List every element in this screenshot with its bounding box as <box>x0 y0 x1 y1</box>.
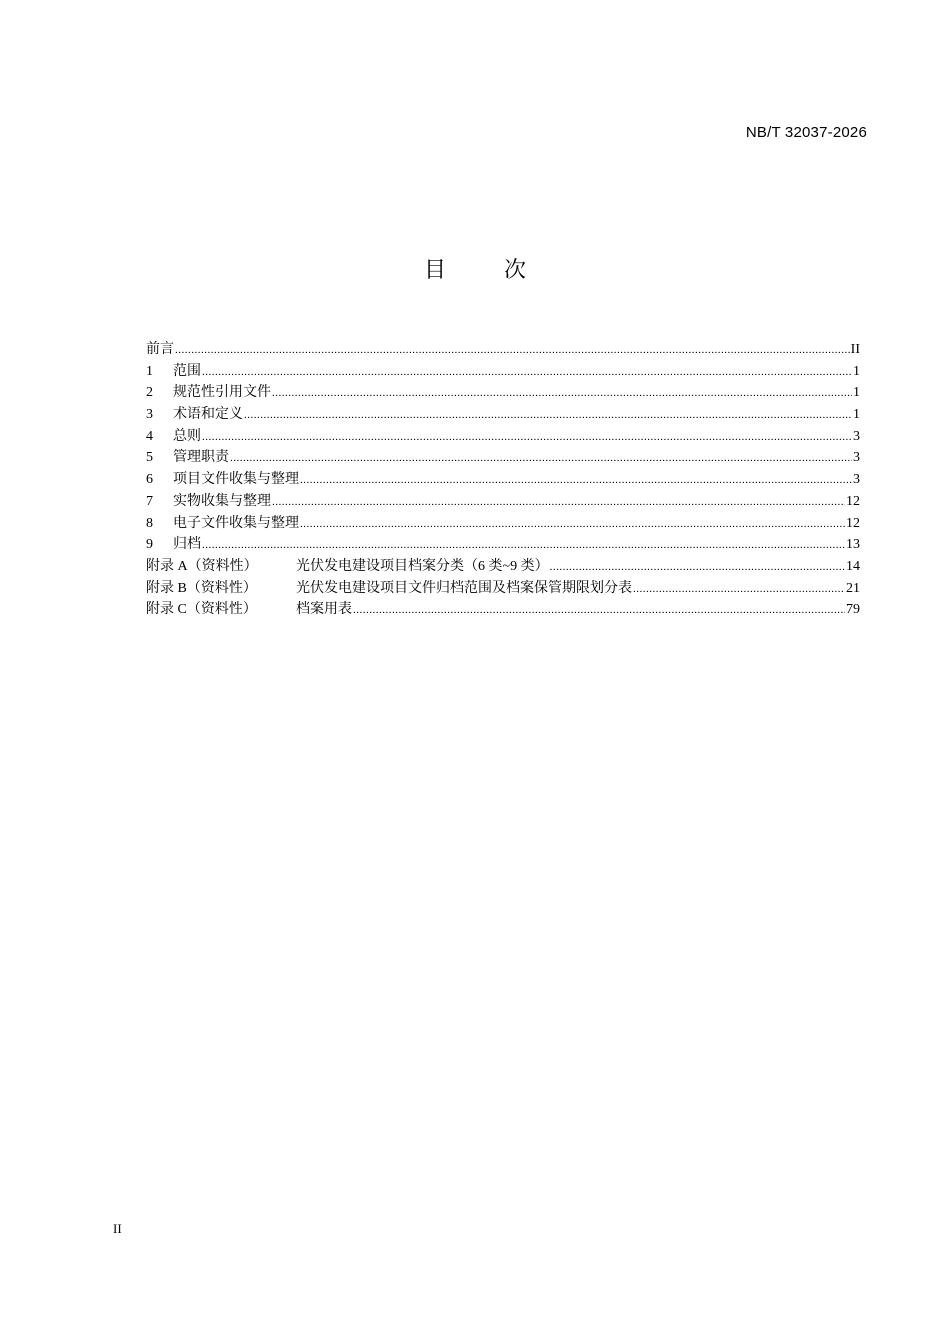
toc-entry-number: 4 <box>146 428 153 444</box>
toc-entry-label: 电子文件收集与整理 <box>173 515 299 531</box>
toc-entry-label: 光伏发电建设项目档案分类（6 类~9 类） <box>296 558 549 574</box>
toc-entry-number: 1 <box>146 363 153 379</box>
toc-appendix-prefix: 附录 C（资料性） <box>146 602 257 618</box>
toc-entry-page: II <box>850 342 860 357</box>
toc-entry-label: 前言 <box>146 342 174 357</box>
toc-entry-number: 9 <box>146 537 153 553</box>
toc-entry-page: 13 <box>846 537 860 553</box>
toc-entry-6[interactable] <box>146 469 860 491</box>
toc-entry-number: 5 <box>146 450 153 466</box>
page-title-char-1: 目 <box>423 258 446 283</box>
toc-entry-page: 1 <box>853 363 860 379</box>
toc-dot-leader <box>300 514 845 536</box>
toc-dot-leader <box>202 427 852 449</box>
toc-dot-leader <box>550 557 845 579</box>
toc-entry-label: 档案用表 <box>296 602 352 618</box>
page-title <box>0 253 950 284</box>
toc-entry-page: 79 <box>846 602 860 618</box>
toc-entry-3[interactable] <box>146 404 860 426</box>
toc-dot-leader <box>202 362 852 384</box>
toc-entry-page: 12 <box>846 493 860 509</box>
toc-entry-label: 光伏发电建设项目文件归档范围及档案保管期限划分表 <box>296 580 632 596</box>
toc-entry-9[interactable] <box>146 534 860 556</box>
page-title-char-2: 次 <box>504 258 527 283</box>
toc-entry-1[interactable] <box>146 361 860 383</box>
toc-dot-leader <box>633 579 845 601</box>
toc-entry-5[interactable] <box>146 447 860 469</box>
toc-entry-label: 管理职责 <box>173 450 229 466</box>
toc-entry-page: 1 <box>853 407 860 423</box>
toc-entry-7[interactable] <box>146 491 860 513</box>
page-number: II <box>113 1221 122 1236</box>
toc-dot-leader <box>300 470 852 492</box>
table-of-contents <box>146 339 860 621</box>
document-number: NB/T 32037-2026 <box>745 124 867 141</box>
toc-dot-leader <box>244 405 852 427</box>
toc-entry-4[interactable] <box>146 426 860 448</box>
toc-entry-appendix-b[interactable] <box>146 578 860 600</box>
toc-entry-appendix-a[interactable] <box>146 556 860 578</box>
toc-entry-label: 范围 <box>173 363 201 379</box>
toc-dot-leader <box>272 383 852 405</box>
toc-entry-number: 2 <box>146 385 153 401</box>
toc-entry-label: 项目文件收集与整理 <box>173 472 299 488</box>
toc-entry-foreword[interactable] <box>146 339 860 361</box>
toc-entry-page: 1 <box>853 385 860 401</box>
toc-appendix-prefix: 附录 A（资料性） <box>146 558 258 574</box>
toc-appendix-prefix: 附录 B（资料性） <box>146 580 257 596</box>
toc-entry-label: 规范性引用文件 <box>173 385 271 401</box>
toc-entry-2[interactable] <box>146 382 860 404</box>
toc-entry-page: 14 <box>846 558 860 574</box>
toc-dot-leader <box>353 600 845 622</box>
toc-entry-number: 8 <box>146 515 153 531</box>
toc-dot-leader <box>272 492 845 514</box>
toc-entry-8[interactable] <box>146 513 860 535</box>
toc-dot-leader <box>230 448 852 470</box>
toc-entry-label: 术语和定义 <box>173 407 243 423</box>
toc-entry-number: 3 <box>146 407 153 423</box>
toc-entry-label: 总则 <box>173 428 201 444</box>
toc-entry-number: 7 <box>146 493 153 509</box>
toc-entry-page: 21 <box>846 580 860 596</box>
toc-entry-number: 6 <box>146 472 153 488</box>
toc-entry-page: 3 <box>853 450 860 466</box>
toc-entry-page: 12 <box>846 515 860 531</box>
toc-entry-appendix-c[interactable] <box>146 599 860 621</box>
toc-entry-label: 实物收集与整理 <box>173 493 271 509</box>
toc-entry-label: 归档 <box>173 537 201 553</box>
toc-entry-page: 3 <box>853 428 860 444</box>
toc-dot-leader <box>175 340 850 362</box>
toc-entry-page: 3 <box>853 472 860 488</box>
toc-dot-leader <box>202 535 845 557</box>
